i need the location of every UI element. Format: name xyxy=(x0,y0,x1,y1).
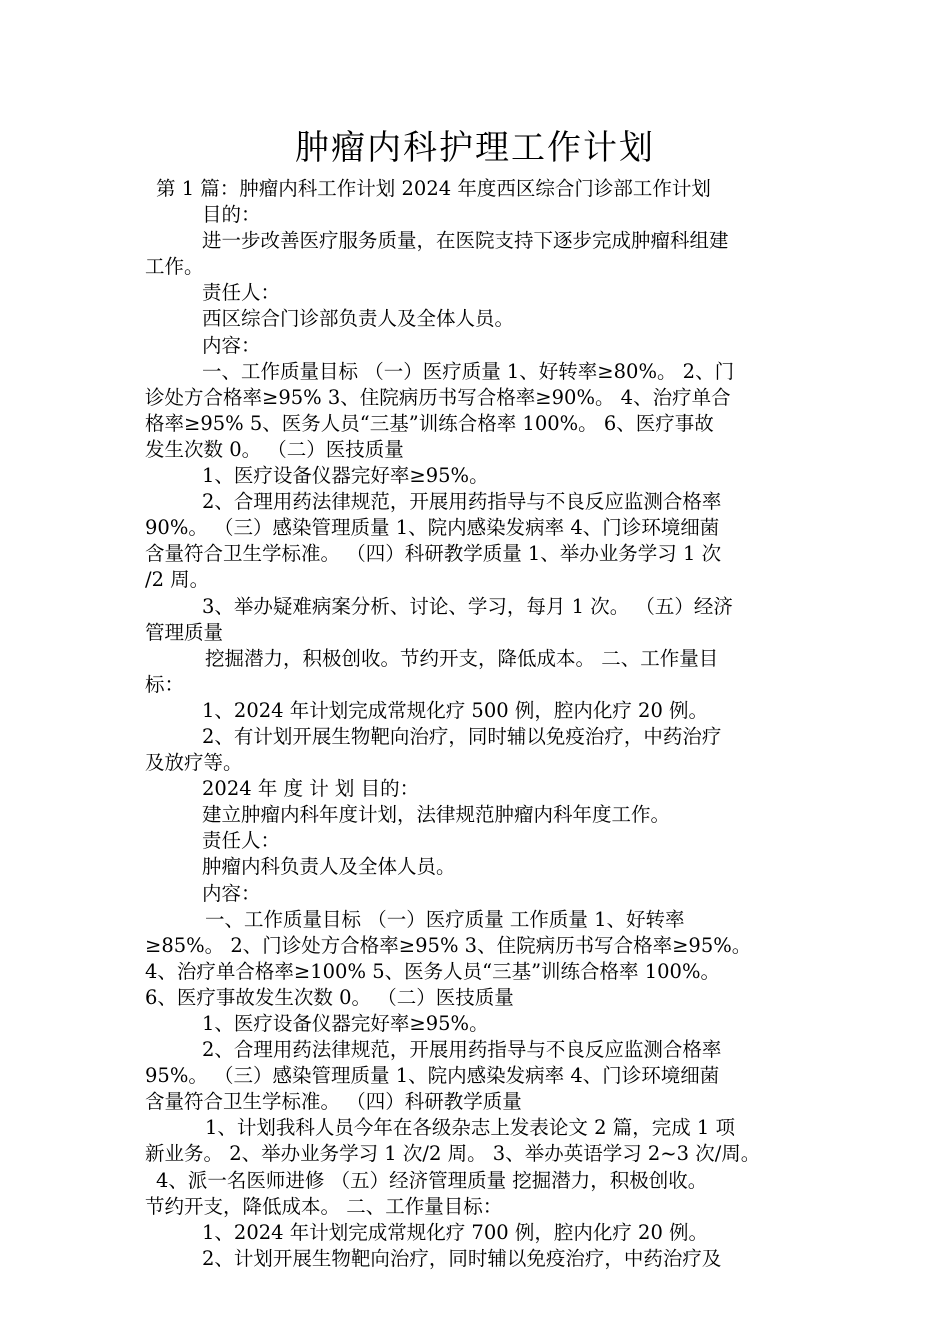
text-line: 第 1 篇：肿瘤内科工作计划 2024 年度西区综合门诊部工作计划 xyxy=(156,177,711,200)
text-line: 新业务。 2、举办业务学习 1 次/2 周。 3、举办英语学习 2~3 次/周。 xyxy=(145,1142,761,1166)
text-line: 含量符合卫生学标准。 （四）科研教学质量 xyxy=(145,1090,522,1114)
text-line: 4、派一名医师进修 （五）经济管理质量 挖掘潜力，积极创收。 xyxy=(156,1168,708,1192)
text-line: 2、有计划开展生物靶向治疗，同时辅以免疫治疗，中药治疗 xyxy=(202,724,722,748)
text-line: 1、2024 年计划完成常规化疗 700 例，腔内化疗 20 例。 xyxy=(202,1220,709,1244)
text-line: 2024 年 度 计 划 目的： xyxy=(202,777,420,801)
text-line: 节约开支，降低成本。 二、工作量目标： xyxy=(145,1194,503,1218)
text-line: 1、医疗设备仪器完好率≥95%。 xyxy=(202,464,489,488)
text-line: 2、合理用药法律规范，开展用药指导与不良反应监测合格率 xyxy=(202,490,722,514)
text-line: 标： xyxy=(145,672,185,696)
text-line: 及放疗等。 xyxy=(145,751,243,775)
text-line: 责任人： xyxy=(202,281,281,305)
text-line: 1、2024 年计划完成常规化疗 500 例，腔内化疗 20 例。 xyxy=(202,698,709,722)
document-title: 肿瘤内科护理工作计划 xyxy=(295,128,655,168)
text-line: 格率≥95% 5、医务人员“三基”训练合格率 100%。 6、医疗事故 xyxy=(145,411,714,435)
text-line: 诊处方合格率≥95% 3、住院病历书写合格率≥90%。 4、治疗单合 xyxy=(145,385,731,409)
text-line: 建立肿瘤内科年度计划，法律规范肿瘤内科年度工作。 xyxy=(202,803,671,827)
text-line: 挖掘潜力，积极创收。节约开支，降低成本。 二、工作量目 xyxy=(205,646,719,670)
text-line: 责任人： xyxy=(202,829,281,853)
text-line: 4、治疗单合格率≥100% 5、医务人员“三基”训练合格率 100%。 xyxy=(145,959,720,983)
text-line: 进一步改善医疗服务质量，在医院支持下逐步完成肿瘤科组建 xyxy=(202,229,729,253)
text-line: 西区综合门诊部负责人及全体人员。 xyxy=(202,307,515,331)
text-line: 2、计划开展生物靶向治疗，同时辅以免疫治疗，中药治疗及 xyxy=(202,1246,722,1270)
text-line: 1、医疗设备仪器完好率≥95%。 xyxy=(202,1012,489,1035)
text-line: 发生次数 0。 （二）医技质量 xyxy=(145,437,404,461)
text-line: ≥85%。 2、门诊处方合格率≥95% 3、住院病历书写合格率≥95%。 xyxy=(145,933,752,957)
text-line: 一、工作质量目标 （一）医疗质量 工作质量 1、好转率 xyxy=(205,907,685,931)
text-line: 肿瘤内科负责人及全体人员。 xyxy=(202,855,456,879)
text-line: 1、计划我科人员今年在各级杂志上发表论文 2 篇，完成 1 项 xyxy=(205,1116,736,1140)
text-line: /2 周。 xyxy=(145,568,210,592)
text-line: 95%。 （三）感染管理质量 1、院内感染发病率 4、门诊环境细菌 xyxy=(145,1064,720,1088)
text-line: 目的： xyxy=(202,203,261,227)
document-body xyxy=(145,176,815,1272)
text-line: 90%。 （三）感染管理质量 1、院内感染发病率 4、门诊环境细菌 xyxy=(145,516,720,540)
text-line: 2、合理用药法律规范，开展用药指导与不良反应监测合格率 xyxy=(202,1038,722,1062)
text-line: 3、举办疑难病案分析、讨论、学习，每月 1 次。 （五）经济 xyxy=(202,594,733,618)
text-line: 工作。 xyxy=(145,255,204,279)
text-line: 含量符合卫生学标准。 （四）科研教学质量 1、举办业务学习 1 次 xyxy=(145,542,722,566)
text-line: 管理质量 xyxy=(145,620,224,644)
text-line: 内容： xyxy=(202,881,261,905)
text-line: 内容： xyxy=(202,333,261,357)
text-line: 一、工作质量目标 （一）医疗质量 1、好转率≥80%。 2、门 xyxy=(202,359,735,383)
text-line: 6、医疗事故发生次数 0。 （二）医技质量 xyxy=(145,985,514,1009)
